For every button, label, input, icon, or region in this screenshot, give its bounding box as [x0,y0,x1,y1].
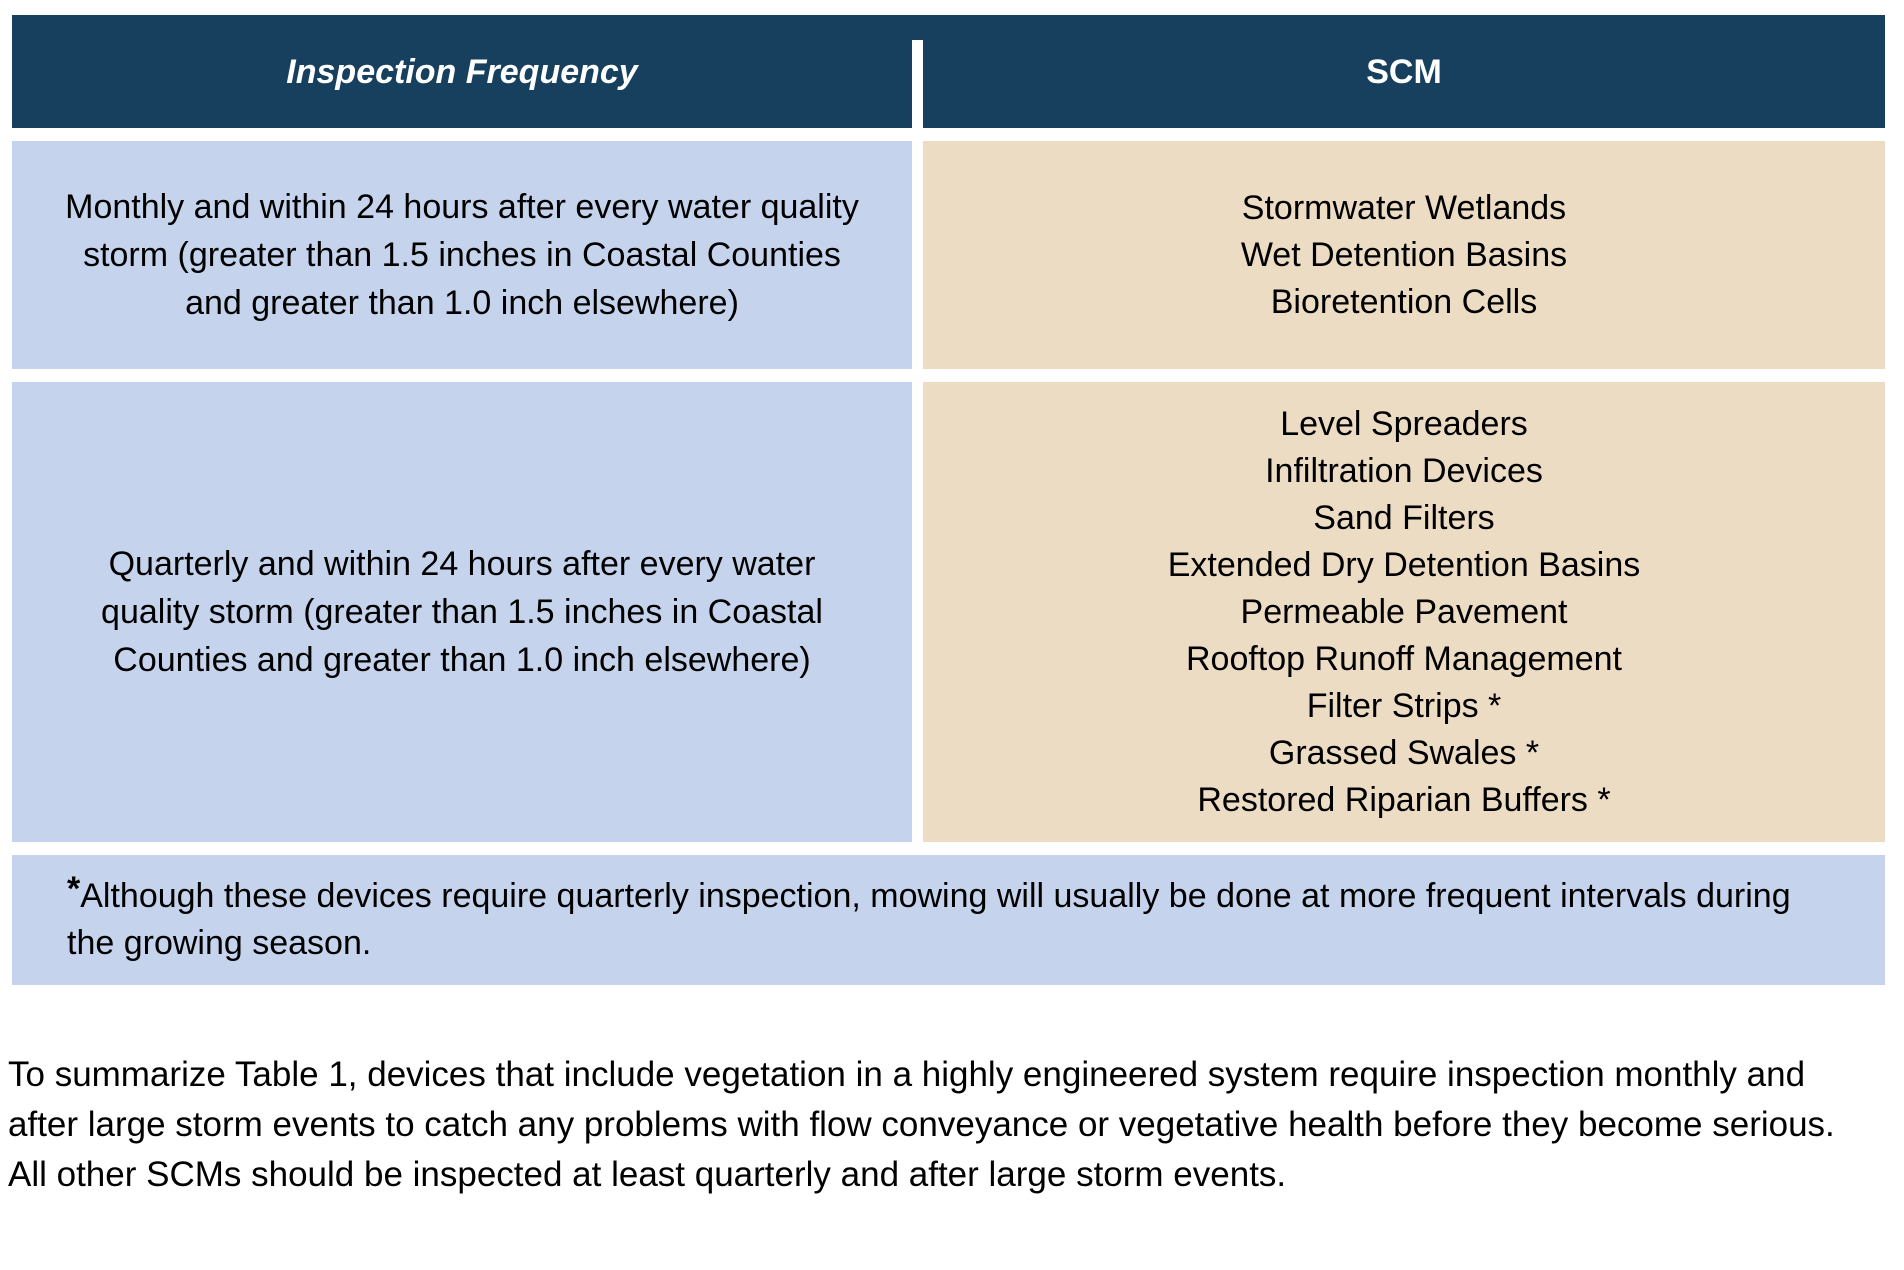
scm-list-item: Rooftop Runoff Management [1185,639,1622,678]
scm-list-item: Grassed Swales * [1268,733,1540,772]
footnote-asterisk: * [67,870,81,908]
quarterly-scm-list [1168,401,1640,824]
inspection-frequency-table [12,15,1885,985]
scm-list-item: Infiltration Devices [1265,451,1543,490]
table-row-monthly-scm-cell [923,141,1885,369]
footnote-row [12,855,1885,985]
column-header-scm-label: SCM [1366,52,1442,91]
footnote-text [67,870,1830,967]
scm-list-item: Sand Filters [1313,498,1495,537]
table-row-quarterly-frequency-cell [12,382,912,842]
summary-paragraph: To summarize Table 1, devices that include vegetation in a highly engineered system require inspection monthly and after large storm events to catch any problems with flow conveyance or vegetative health before they become serious. All other SCMs should be inspected at least quarterly and after large storm events. [8,1055,1835,1194]
scm-list-item: Wet Detention Basins [1240,235,1568,274]
scm-list-item: Filter Strips * [1306,686,1502,725]
scm-list-item: Extended Dry Detention Basins [1167,545,1641,584]
table-row-quarterly-scm-cell [923,382,1885,842]
footnote-body: Although these devices require quarterly inspection, mowing will usually be done at more frequent intervals during the growing season. [67,877,1791,962]
scm-list-item: Stormwater Wetlands [1241,188,1567,227]
header-divider-notch [912,15,923,40]
scm-list-item: Restored Riparian Buffers * [1197,780,1611,819]
monthly-frequency-text: Monthly and within 24 hours after every water quality storm (greater than 1.5 inches in Coastal Counties and greater than 1.0 inch elsewhere) [65,188,859,322]
scm-list-item: Permeable Pavement [1240,592,1568,631]
column-header-inspection-frequency-label: Inspection Frequency [286,52,638,91]
monthly-scm-list [1241,185,1567,326]
column-header-scm [923,15,1885,128]
column-header-inspection-frequency [12,15,912,128]
quarterly-frequency-text: Quarterly and within 24 hours after every water quality storm (greater than 1.5 inches in Coastal Counties and greater than 1.0 inch elsewhere) [101,545,823,679]
scm-list-item: Bioretention Cells [1270,282,1538,321]
table-row-monthly-frequency-cell [12,141,912,369]
scm-list-item: Level Spreaders [1280,404,1528,443]
